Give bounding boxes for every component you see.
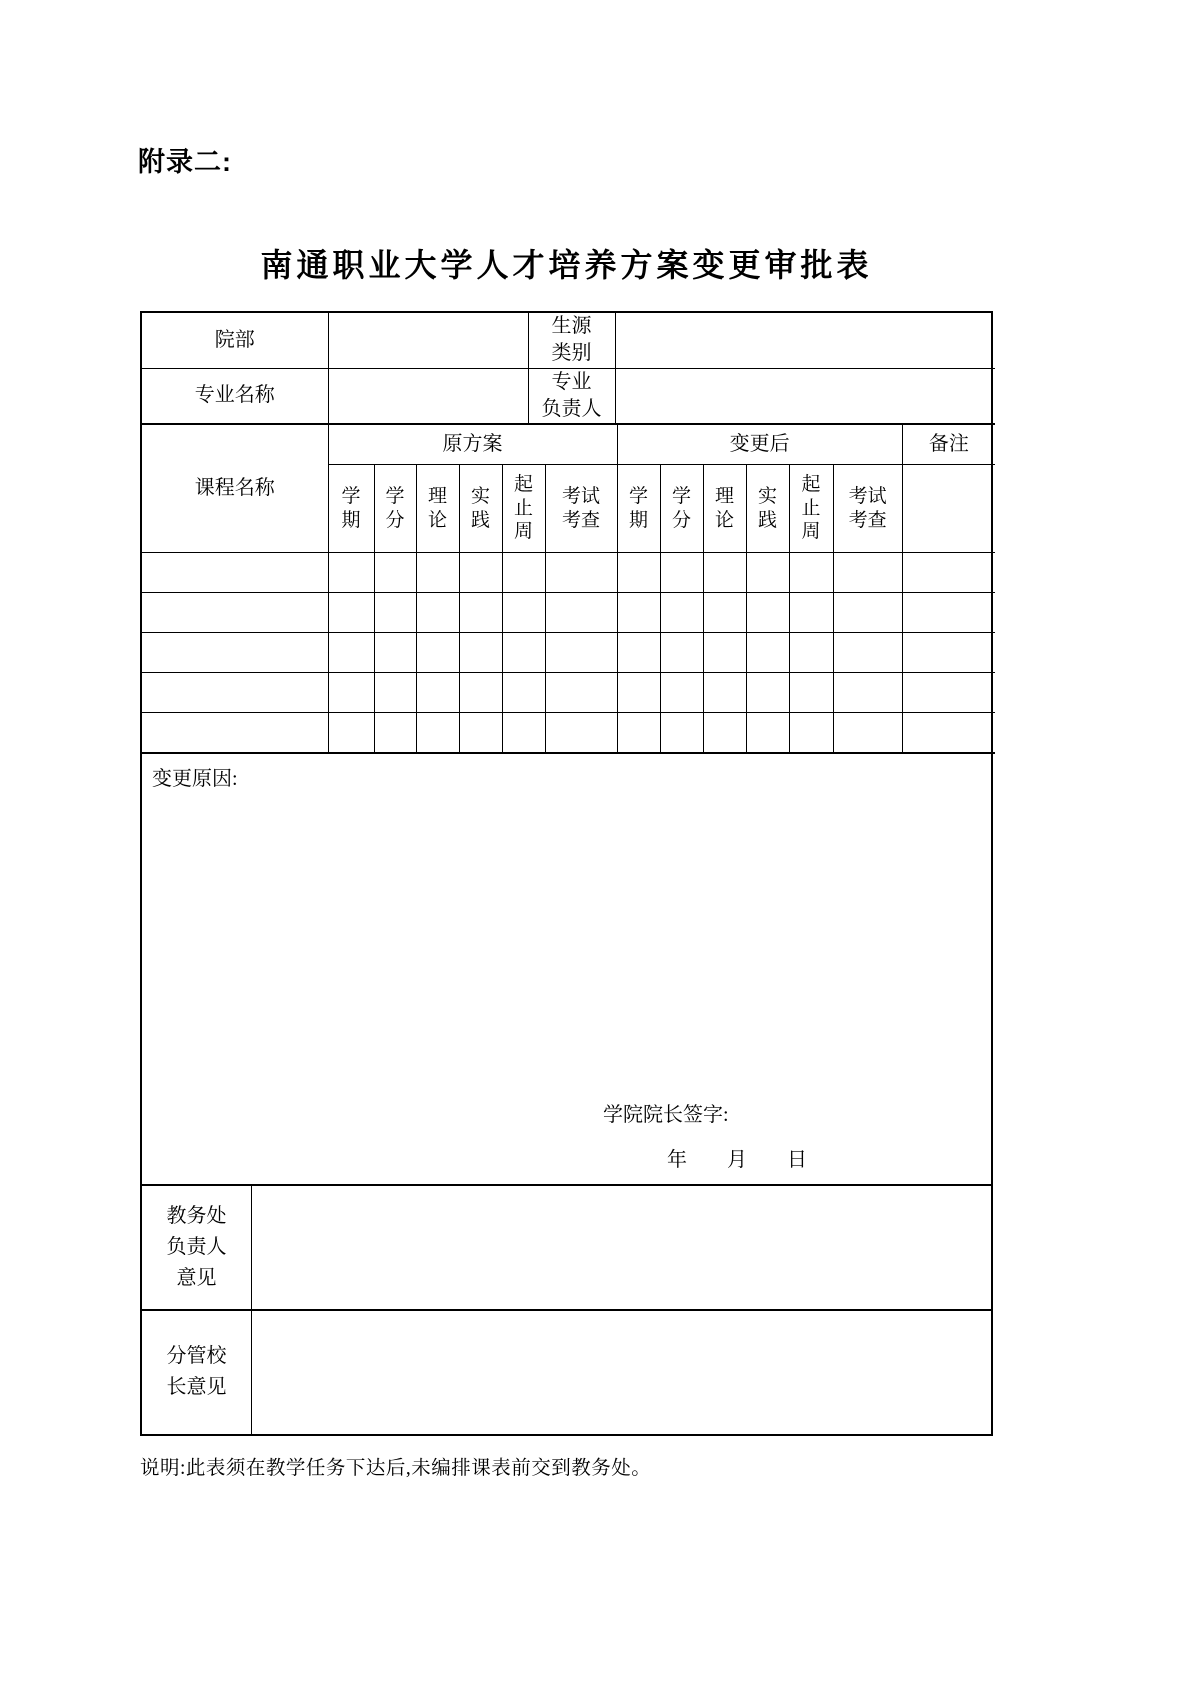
empty-data-cell bbox=[328, 673, 374, 713]
vice-president-opinion-section bbox=[142, 1311, 991, 1434]
course-empty-row bbox=[142, 673, 995, 713]
subheader-orig-cell-5: 考试 考查 bbox=[545, 465, 617, 553]
empty-data-cell bbox=[746, 593, 789, 633]
academic-affairs-opinion-section bbox=[142, 1186, 991, 1311]
subheader-orig-cell-2: 理 论 bbox=[416, 465, 459, 553]
course-empty-row bbox=[142, 553, 995, 593]
empty-data-cell bbox=[617, 713, 660, 753]
form-footnote: 说明:此表须在教学任务下达后,未编排课表前交到教务处。 bbox=[140, 1458, 652, 1479]
subheader-orig-cell-1: 学 分 bbox=[374, 465, 416, 553]
subheader-new-cell-0: 学 期 bbox=[617, 465, 660, 553]
info-section bbox=[142, 313, 995, 425]
empty-data-cell bbox=[746, 553, 789, 593]
empty-data-cell bbox=[617, 593, 660, 633]
empty-data-cell bbox=[789, 593, 833, 633]
empty-data-cell bbox=[459, 713, 502, 753]
empty-data-cell bbox=[328, 713, 374, 753]
empty-data-cell bbox=[502, 713, 545, 753]
empty-data-cell bbox=[459, 633, 502, 673]
major-name-value-cell bbox=[328, 368, 528, 424]
info-row-major bbox=[142, 368, 995, 424]
empty-data-cell bbox=[902, 673, 995, 713]
appendix-label: 附录二: bbox=[138, 147, 232, 177]
empty-data-cell bbox=[902, 593, 995, 633]
empty-data-cell bbox=[703, 673, 746, 713]
empty-data-cell bbox=[703, 633, 746, 673]
course-name-header-cell: 课程名称 bbox=[142, 425, 328, 553]
empty-data-cell bbox=[789, 713, 833, 753]
course-empty-row bbox=[142, 633, 995, 673]
empty-data-cell bbox=[459, 553, 502, 593]
empty-data-cell bbox=[374, 593, 416, 633]
empty-data-cell bbox=[703, 553, 746, 593]
empty-data-cell bbox=[789, 553, 833, 593]
after-change-header-cell: 变更后 bbox=[617, 425, 902, 465]
empty-data-cell bbox=[374, 673, 416, 713]
major-name-label-cell: 专业名称 bbox=[142, 368, 328, 424]
remark-header-cell: 备注 bbox=[902, 425, 995, 465]
student-source-value-cell bbox=[615, 313, 995, 368]
course-empty-row bbox=[142, 593, 995, 633]
empty-data-cell bbox=[142, 553, 328, 593]
empty-data-cell bbox=[617, 673, 660, 713]
empty-data-cell bbox=[142, 713, 328, 753]
empty-data-cell bbox=[328, 593, 374, 633]
subheader-new-cell-4: 起 止 周 bbox=[789, 465, 833, 553]
empty-data-cell bbox=[660, 593, 703, 633]
subheader-orig-cell-3: 实 践 bbox=[459, 465, 502, 553]
dean-signature-block bbox=[603, 1098, 943, 1172]
empty-data-cell bbox=[545, 713, 617, 753]
empty-data-cell bbox=[142, 633, 328, 673]
subheader-new-cell-5: 考试 考查 bbox=[833, 465, 902, 553]
empty-data-cell bbox=[617, 633, 660, 673]
empty-data-cell bbox=[833, 673, 902, 713]
major-head-label-cell: 专业 负责人 bbox=[528, 368, 615, 424]
empty-data-cell bbox=[703, 713, 746, 753]
subheader-orig-cell-4: 起 止 周 bbox=[502, 465, 545, 553]
course-table-body bbox=[142, 425, 995, 753]
subheader-orig-cell-0: 学 期 bbox=[328, 465, 374, 553]
empty-data-cell bbox=[416, 593, 459, 633]
empty-data-cell bbox=[416, 553, 459, 593]
empty-data-cell bbox=[902, 553, 995, 593]
original-plan-header-cell: 原方案 bbox=[328, 425, 617, 465]
student-source-label-cell: 生源 类别 bbox=[528, 313, 615, 368]
empty-data-cell bbox=[416, 633, 459, 673]
empty-data-cell bbox=[789, 633, 833, 673]
info-row-department bbox=[142, 313, 995, 368]
empty-data-cell bbox=[833, 553, 902, 593]
course-empty-row bbox=[142, 713, 995, 753]
empty-data-cell bbox=[833, 633, 902, 673]
empty-data-cell bbox=[660, 713, 703, 753]
empty-data-cell bbox=[459, 673, 502, 713]
empty-data-cell bbox=[902, 633, 995, 673]
vice-president-opinion-body bbox=[252, 1311, 991, 1434]
empty-data-cell bbox=[374, 633, 416, 673]
subheader-new-cell-1: 学 分 bbox=[660, 465, 703, 553]
empty-data-cell bbox=[703, 593, 746, 633]
empty-data-cell bbox=[502, 593, 545, 633]
signature-date-line: 年 月 日 bbox=[667, 1148, 807, 1171]
empty-data-cell bbox=[746, 713, 789, 753]
dean-signature-label: 学院院长签字: bbox=[603, 1103, 729, 1126]
empty-data-cell bbox=[746, 633, 789, 673]
empty-data-cell bbox=[833, 593, 902, 633]
major-head-value-cell bbox=[615, 368, 995, 424]
remark-subheader-empty-cell bbox=[902, 465, 995, 553]
empty-data-cell bbox=[374, 553, 416, 593]
academic-affairs-opinion-label: 教务处 负责人 意见 bbox=[142, 1186, 252, 1309]
empty-data-cell bbox=[660, 553, 703, 593]
empty-data-cell bbox=[502, 553, 545, 593]
empty-data-cell bbox=[789, 673, 833, 713]
approval-form-table bbox=[140, 311, 993, 1436]
change-reason-section bbox=[142, 754, 991, 1186]
empty-data-cell bbox=[902, 713, 995, 753]
vice-president-opinion-label: 分管校 长意见 bbox=[142, 1311, 252, 1434]
empty-data-cell bbox=[660, 633, 703, 673]
document-title: 南通职业大学人才培养方案变更审批表 bbox=[260, 247, 873, 283]
empty-data-cell bbox=[545, 553, 617, 593]
empty-data-cell bbox=[545, 673, 617, 713]
department-label-cell: 院部 bbox=[142, 313, 328, 368]
academic-affairs-opinion-body bbox=[252, 1186, 991, 1309]
change-reason-label: 变更原因: bbox=[152, 767, 238, 790]
subheader-new-cell-2: 理 论 bbox=[703, 465, 746, 553]
empty-data-cell bbox=[328, 553, 374, 593]
empty-data-cell bbox=[545, 593, 617, 633]
empty-data-cell bbox=[459, 593, 502, 633]
empty-data-cell bbox=[502, 673, 545, 713]
empty-data-cell bbox=[328, 633, 374, 673]
subheader-new-cell-3: 实 践 bbox=[746, 465, 789, 553]
empty-data-cell bbox=[545, 633, 617, 673]
empty-data-cell bbox=[416, 713, 459, 753]
empty-data-cell bbox=[142, 593, 328, 633]
empty-data-cell bbox=[374, 713, 416, 753]
empty-data-cell bbox=[833, 713, 902, 753]
course-section bbox=[142, 425, 995, 754]
empty-data-cell bbox=[502, 633, 545, 673]
empty-data-cell bbox=[416, 673, 459, 713]
empty-data-cell bbox=[142, 673, 328, 713]
empty-data-cell bbox=[660, 673, 703, 713]
empty-data-cell bbox=[617, 553, 660, 593]
department-value-cell bbox=[328, 313, 528, 368]
course-group-header-row bbox=[142, 425, 995, 465]
empty-data-cell bbox=[746, 673, 789, 713]
